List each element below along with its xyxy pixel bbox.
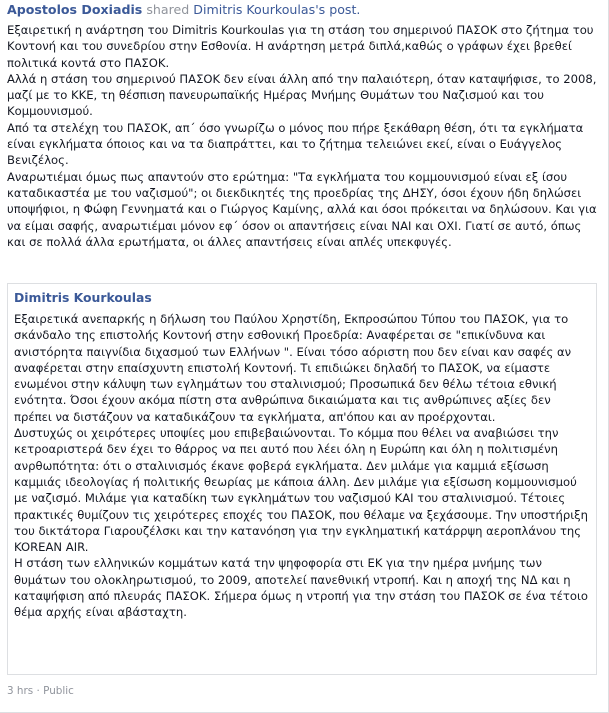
original-post-link[interactable]: Dimitris Kourkoulas's post. bbox=[193, 2, 361, 17]
separator-dot: · bbox=[36, 685, 40, 697]
audience-selector[interactable]: Public bbox=[43, 685, 74, 697]
shared-post-body bbox=[14, 311, 592, 621]
post-paragraph: Από τα στελέχη του ΠΑΣΟΚ, απ΄ όσο γνωρίζω ο μόνος που πήρε ξεκάθαρη θέση, ότι τα εγκλήματα είναι εγκλήματα όποιος και να τα διαπράττει, και το ζήτημα τελειώνει εκεί, είναι ο Ευάγγελος Βενιζέλος. bbox=[7, 120, 584, 168]
story-footer bbox=[7, 684, 74, 698]
shared-author-link[interactable]: Dimitris Kourkoulas bbox=[14, 290, 152, 305]
shared-verb: shared bbox=[146, 2, 190, 17]
shared-paragraph: Δυστυχώς οι χειρότερες υποψίες μου επιβεβαιώνονται. Το κόμμα που θέλει να αναβιώσει την κετροαριστερά δεν έχει το θάρρος να πει αυτό που λέει όλη η Ευρώπη και όλη η πολιτισμένη ανρθωπότητα: ότι ο σταλινισμός έκανε φοβερά εγκλήματα. Δεν μιλάμε για καμμιά εξίσωση καμμιάς ιδεολογίας ή πολιτικής θεωρίας με κάποια άλλη. Δεν μιλάμε για εξίσωση κομμουνισμού με ναζισμό. Μιλάμε για καταδίκη των εγκλημάτων του ναζισμού ΚΑΙ του σταλινισμού. Τέτοιες πρακτικές θυμίζουν τις χειρότερες εποχές του ΠΑΣΟΚ, που θέλαμε να ξεχάσουμε. Την υποστήριξη του δικτάτορα Γιαρουζέλσκι και την κατανόηση για την εγκληματική κατάρρψη αεροπλάνου της KOREAN AIR. bbox=[14, 426, 588, 555]
shared-paragraph: Η στάση των ελληνικών κομμάτων κατά την ψηφοφορία στι ΕΚ για την ημέρα μνήμης των θυμάτων του ολοκληρωτισμού, το 2009, αποτελεί πανεθνική ντροπή. Και η αποχή της ΝΔ και η καταψήφιση από πλευράς ΠΑΣΟΚ. Σήμερα όμως η ντροπή για την στάση του ΠΑΣΟΚ σε ένα τέτοιο θέμα αρχής είναι αβάσταχτη. bbox=[14, 556, 588, 620]
post-paragraph: Αλλά η στάση του σημερινού ΠΑΣΟΚ δεν είναι άλλη από την παλαιότερη, όταν καταψήφισε, το 2008, μαζί με το ΚΚΕ, τη θέσπιση πανευρωπαϊκής Ημέρας Μνήμης Θυμάτων του Ναζισμού και του Κομμουνισμού. bbox=[7, 71, 597, 119]
post-body bbox=[7, 22, 603, 250]
story-header bbox=[7, 1, 360, 18]
shared-post-card[interactable] bbox=[7, 283, 597, 675]
post-author-link[interactable]: Apostolos Doxiadis bbox=[7, 2, 143, 17]
timestamp-link[interactable]: 3 hrs bbox=[7, 685, 34, 697]
post-paragraph: Αναρωτιέμαι όμως πως απαντούν στο ερώτημα: "Τα εγκλήματα του κομμουνισμού είναι εξ ίσου καταδικαστέα με του ναζισμού"; οι διεκδικητές της προεδρίας της ΔΗΣΥ, όσοι έχουν ήδη δηλώσει υποψήφιοι, η Φώφη Γεννηματά και ο Γιώργος Καμίνης, αλλά και όσοι πρόκειται να δηλώσουν. Και για να είμαι σαφής, αναρωτιέμαι μόνον εφ΄ όσον οι απαντήσεις είναι ΝΑΙ και ΟΧΙ. Γιατί σε αυτό, όπως και σε πολλά άλλα ερωτήματα, οι άλλες απαντήσεις είναι απλές υπεκφυγές. bbox=[7, 169, 597, 249]
post-paragraph: Εξαιρετική η ανάρτηση του Dimitris Kourkoulas για τη στάση του σημερινού ΠΑΣΟΚ στο ζήτημα του Κοντονή και του συνεδρίου στην Εσθονία. Η ανάρτηση μετρά διπλά,καθώς ο γράφων έχει βρεθεί πολιτικά κοντά στο ΠΑΣΟΚ. bbox=[7, 23, 594, 70]
shared-paragraph: Εξαιρετικά ανεπαρκής η δήλωση του Παύλου Χρηστίδη, Εκπροσώπου Τύπου του ΠΑΣΟΚ, για το σκάνδαλο της επιστολής Κοντονή στην εσθονική Προεδρία: Αναφέρεται σε "επικίνδυνα και ανιστόρητα παιγνίδια διχασμού των Ελλήνων ". Είναι τόσο αόριστη που δεν είναι καν σαφές αν αναφέρεται στην επαίσχυντη επιστολή Κοντονή. Τι επιδιώκει δηλαδή το ΠΑΣΟΚ, να είμαστε ενωμένοι στην κάλυψη των εγλημάτων του σταλινισμού; Προσωπικά δεν θέλω τέτοια εθνική ενότητα. Όσοι έχουν ακόμα πίστη στα ανθρώπινα δικαιώματα και τις ανθρώπινες αξίες δεν πρέπει να διστάζουν να καταδικάζουν τα εγκλήματα, απ'όπου και αν προέρχονται. bbox=[14, 312, 572, 424]
